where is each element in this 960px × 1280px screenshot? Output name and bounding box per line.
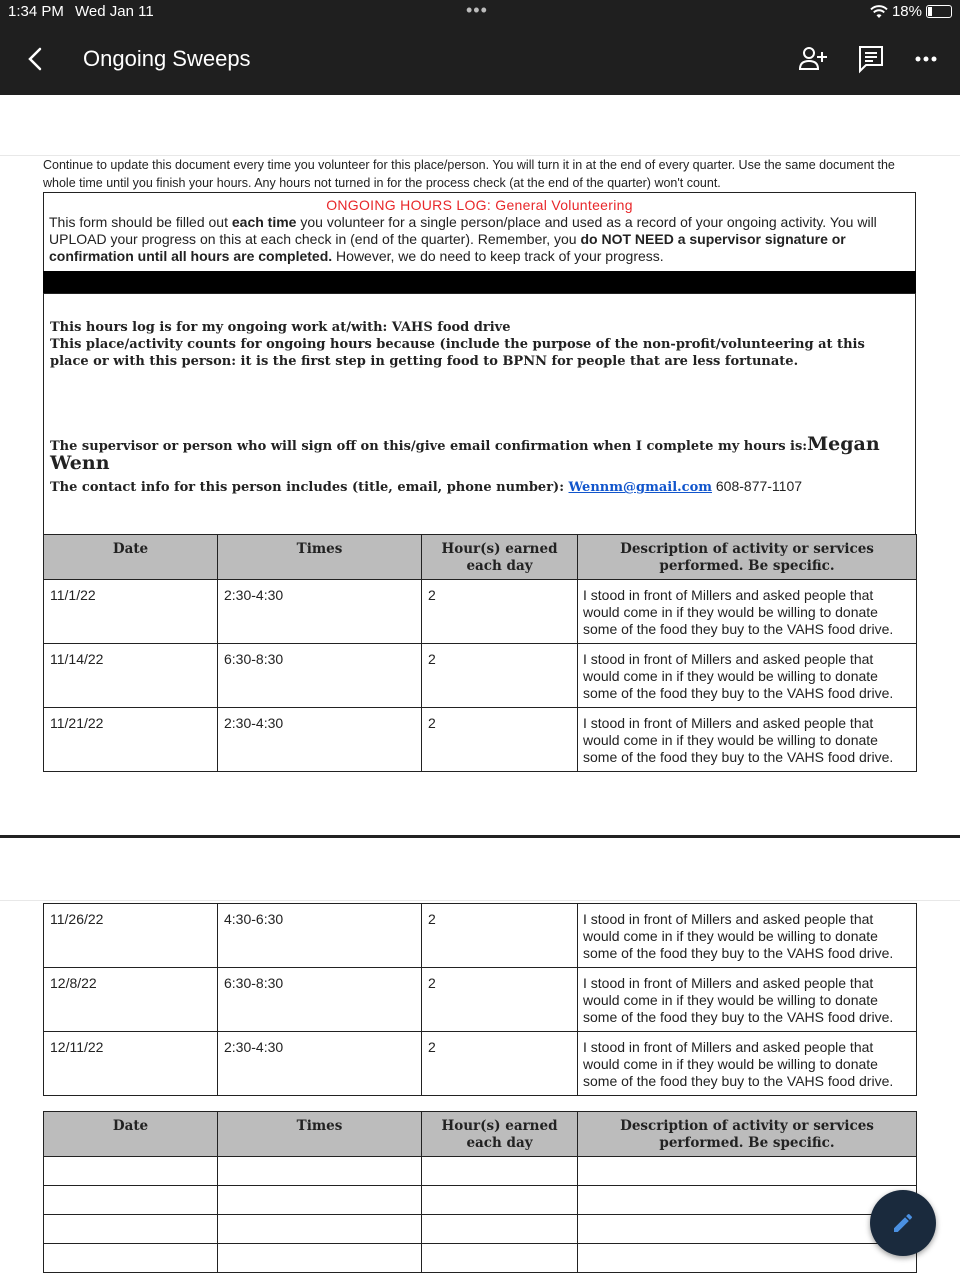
table-row bbox=[44, 1244, 917, 1273]
cell-times: 2:30-4:30 bbox=[218, 1032, 422, 1096]
table-row bbox=[44, 1157, 917, 1186]
contact-email-link[interactable]: Wennm@gmail.com bbox=[568, 480, 712, 495]
status-time: 1:34 PM bbox=[8, 3, 64, 20]
work-at-line: This hours log is for my ongoing work at/with: VAHS food drive bbox=[50, 320, 511, 335]
cell-hours: 2 bbox=[422, 644, 578, 708]
header-times: Times bbox=[218, 1112, 422, 1157]
multitask-dots-icon[interactable]: ••• bbox=[466, 0, 488, 20]
table-row bbox=[44, 1186, 917, 1215]
cell-description: I stood in front of Millers and asked people that would come in if they would be willing to donate some of the food they buy to the VAHS food drive. bbox=[578, 580, 917, 644]
purpose-line: This place/activity counts for ongoing hours because (include the purpose of the non-profit/volunteering at this place or with this person: it is the first step in getting food to BPNN for people that are less fortunate. bbox=[50, 337, 865, 369]
table-row bbox=[44, 580, 917, 644]
contact-line: The contact info for this person includes (title, email, phone number): Wennm@gmail.com 608-877-1107 bbox=[50, 478, 803, 495]
cell-date: 12/8/22 bbox=[44, 968, 218, 1032]
table-row bbox=[44, 708, 917, 772]
instructions-text: This form should be filled out each time you volunteer for a single person/place and used as a record of your ongoing activity. You will UPLOAD your progress on this at each check in (end of the quarter). Remember, you do NOT NEED a supervisor signature or confirmation until all hours are completed. However, we do need to keep track of your progress. bbox=[49, 214, 877, 264]
log-heading: ONGOING HOURS LOG: General Volunteering bbox=[326, 197, 633, 213]
more-options-icon[interactable] bbox=[914, 54, 938, 64]
intro-paragraph: Continue to update this document every time you volunteer for this place/person. You will turn it in at the end of every quarter. Use the same document the whole time until you finish your hours. Any hours not turned in for the process check (at the end of the quarter) won't count. bbox=[43, 158, 895, 190]
cell-hours: 2 bbox=[422, 1032, 578, 1096]
cell-hours: 2 bbox=[422, 708, 578, 772]
cell-times: 6:30-8:30 bbox=[218, 968, 422, 1032]
comments-icon[interactable] bbox=[857, 44, 885, 74]
header-date: Date bbox=[44, 535, 218, 580]
contact-phone: 608-877-1107 bbox=[712, 478, 803, 494]
cell-date: 11/1/22 bbox=[44, 580, 218, 644]
header-description: Description of activity or services performed. Be specific. bbox=[578, 1112, 917, 1157]
cell-description: I stood in front of Millers and asked people that would come in if they would be willing to donate some of the food they buy to the VAHS food drive. bbox=[578, 968, 917, 1032]
hours-table-page1 bbox=[43, 534, 917, 772]
cell-date: 12/11/22 bbox=[44, 1032, 218, 1096]
wifi-icon bbox=[870, 5, 888, 19]
cell-times: 2:30-4:30 bbox=[218, 580, 422, 644]
cell-times: 2:30-4:30 bbox=[218, 708, 422, 772]
table-row bbox=[44, 968, 917, 1032]
table-header-row bbox=[44, 535, 917, 580]
hours-table-page2 bbox=[43, 903, 917, 1096]
details-box bbox=[43, 293, 916, 535]
cell-times: 6:30-8:30 bbox=[218, 644, 422, 708]
add-person-icon[interactable] bbox=[797, 44, 829, 74]
page-break bbox=[0, 835, 960, 838]
cell-date: 11/26/22 bbox=[44, 904, 218, 968]
cell-hours: 2 bbox=[422, 904, 578, 968]
header-hours: Hour(s) earned each day bbox=[422, 535, 578, 580]
header-date: Date bbox=[44, 1112, 218, 1157]
header-description: Description of activity or services performed. Be specific. bbox=[578, 535, 917, 580]
edit-fab-button[interactable] bbox=[870, 1190, 936, 1256]
cell-description: I stood in front of Millers and asked people that would come in if they would be willing to donate some of the food they buy to the VAHS food drive. bbox=[578, 1032, 917, 1096]
back-arrow-icon[interactable] bbox=[22, 44, 50, 74]
table-header-row bbox=[44, 1112, 917, 1157]
battery-icon bbox=[926, 5, 952, 18]
page-top-divider bbox=[0, 900, 960, 901]
pencil-icon bbox=[891, 1211, 915, 1235]
document-title: Ongoing Sweeps bbox=[83, 46, 251, 71]
cell-times: 4:30-6:30 bbox=[218, 904, 422, 968]
header-times: Times bbox=[218, 535, 422, 580]
cell-hours: 2 bbox=[422, 580, 578, 644]
cell-description: I stood in front of Millers and asked people that would come in if they would be willing to donate some of the food they buy to the VAHS food drive. bbox=[578, 904, 917, 968]
header-hours: Hour(s) earned each day bbox=[422, 1112, 578, 1157]
cell-date: 11/21/22 bbox=[44, 708, 218, 772]
table-row bbox=[44, 1215, 917, 1244]
cell-description: I stood in front of Millers and asked people that would come in if they would be willing to donate some of the food they buy to the VAHS food drive. bbox=[578, 708, 917, 772]
hours-table-empty bbox=[43, 1111, 917, 1273]
status-bar bbox=[0, 0, 960, 24]
supervisor-line: The supervisor or person who will sign off on this/give email confirmation when I complete my hours is:Megan Wenn bbox=[50, 433, 880, 474]
table-row bbox=[44, 1032, 917, 1096]
instructions-box bbox=[43, 192, 916, 272]
cell-hours: 2 bbox=[422, 968, 578, 1032]
battery-percent: 18% bbox=[891, 3, 922, 20]
supervisor-name: Megan Wenn bbox=[50, 433, 880, 474]
battery-indicator bbox=[870, 3, 952, 20]
table-row bbox=[44, 644, 917, 708]
app-bar bbox=[0, 24, 960, 95]
table-row bbox=[44, 904, 917, 968]
cell-description: I stood in front of Millers and asked people that would come in if they would be willing to donate some of the food they buy to the VAHS food drive. bbox=[578, 644, 917, 708]
status-date: Wed Jan 11 bbox=[75, 3, 154, 20]
black-divider-bar bbox=[43, 271, 916, 294]
cell-date: 11/14/22 bbox=[44, 644, 218, 708]
